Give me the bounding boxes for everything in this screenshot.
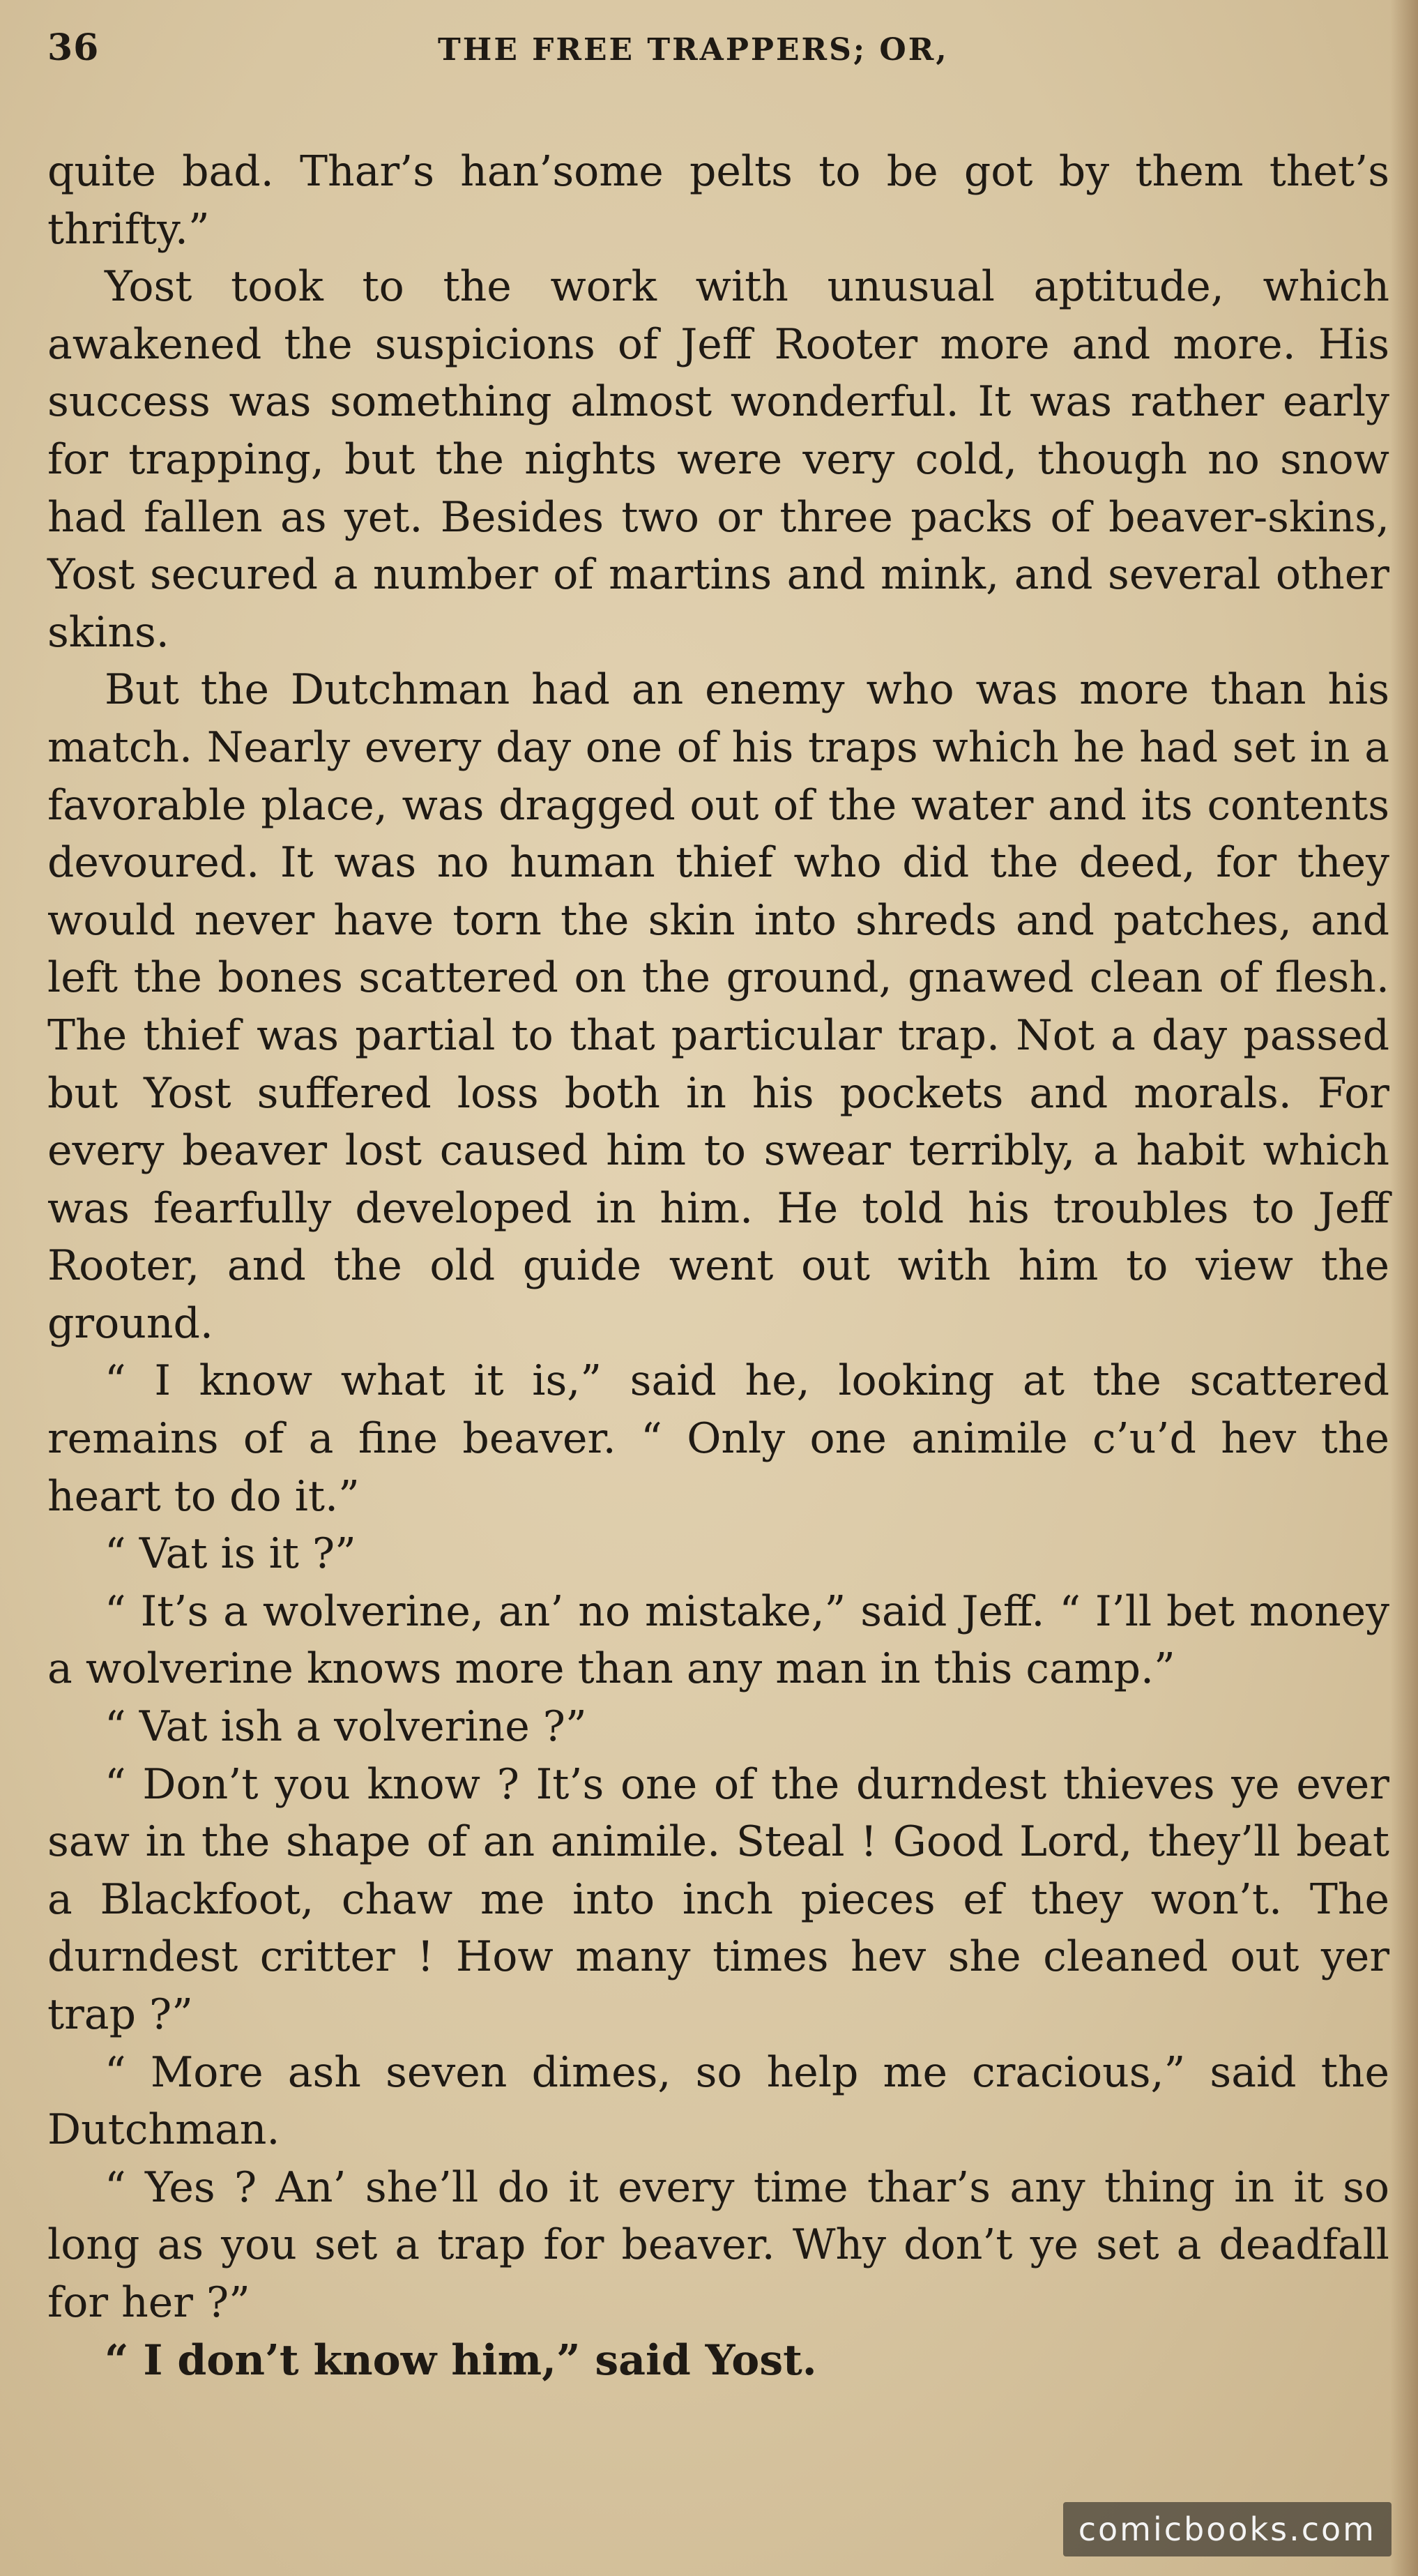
page-number: 36 [47,26,100,69]
paragraph: “ Vat ish a volverine ?” [105,1702,587,1752]
running-head [47,26,1386,82]
paragraph: “ It’s a wolverine, an’ no mistake,” said Jeff. “ I’ll bet money a wolverine knows more than any man in this camp.” [47,1586,1389,1694]
running-title: THE FREE TRAPPERS; OR, [438,32,949,68]
paragraph: “ Yes ? An’ she’ll do it every time thar’s any thing in it so long as you set a trap for beaver. Why don’t ye set a deadfall for her ?” [47,2162,1389,2327]
paragraph: “ Vat is it ?” [105,1529,356,1579]
paragraph: “ Don’t you know ? It’s one of the durndest thieves ye ever saw in the shape of an animile. Steal ! Good Lord, they’ll beat a Blackfoot, chaw me into inch pieces ef they won’t. The durndest critter ! How many times hev she cleaned out yer trap ?” [47,1759,1389,2039]
page-edge-shadow [1390,0,1418,2576]
watermark-label: comicbooks.com [1063,2502,1392,2556]
body-text [47,143,1389,2389]
paragraph: Yost took to the work with unusual aptitude, which awakened the suspicions of Jeff Rooter more and more. His success was something almost wonderful. It was rather early for trapping, but the nights were very cold, though no snow had fallen as yet. Besides two or three packs of beaver-skins, Yost secured a number of martins and mink, and several other skins. [47,262,1389,657]
paragraph: “ I know what it is,” said he, looking at the scattered remains of a fine beaver. “ Only one animile c’u’d hev the heart to do it.” [47,1356,1389,1521]
paragraph: “ I don’t know him,” said Yost. [105,2335,817,2385]
paragraph: quite bad. Thar’s han’some pelts to be got by them thet’s thrifty.” [47,147,1389,254]
paragraph: But the Dutchman had an enemy who was more than his match. Nearly every day one of his traps which he had set in a favorable place, was dragged out of the water and its contents devoured. It was no human thief who did the deed, for they would never have torn the skin into shreds and patches, and left the bones scattered on the ground, gnawed clean of flesh. The thief was partial to that particular trap. Not a day passed but Yost suffered loss both in his pockets and morals. For every beaver lost caused him to swear terribly, a habit which was fearfully developed in him. He told his troubles to Jeff Rooter, and the old guide went out with him to view the ground. [47,665,1389,1348]
paragraph: “ More ash seven dimes, so help me cracious,” said the Dutchman. [47,2047,1389,2155]
